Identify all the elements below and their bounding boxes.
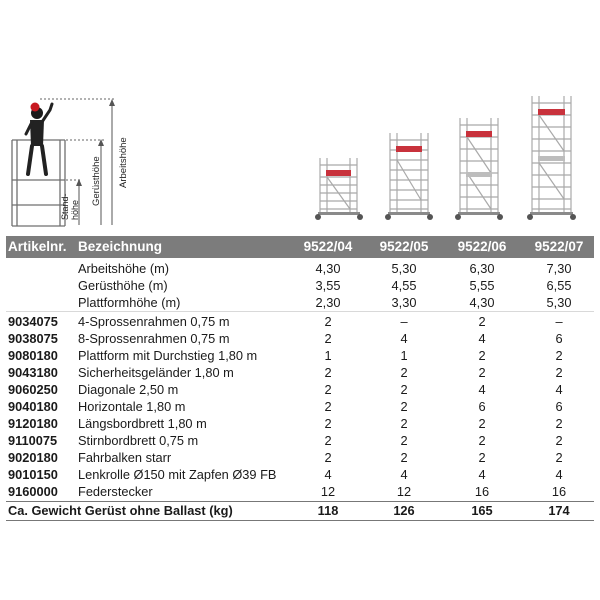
article-number: 9120180 xyxy=(8,416,58,431)
value-cell: 5,30 xyxy=(391,261,417,276)
article-number: 9038075 xyxy=(8,331,58,346)
article-number: 9043180 xyxy=(8,365,58,380)
article-number: 9010150 xyxy=(8,467,58,482)
value-cell: 2 xyxy=(324,433,332,448)
description: Arbeitshöhe (m) xyxy=(78,261,170,276)
article-number: 9060250 xyxy=(8,382,58,397)
label-arbeitshoehe: Arbeitshöhe xyxy=(118,137,129,188)
header-model: 9522/06 xyxy=(457,239,507,254)
value-cell: 2 xyxy=(324,382,332,397)
description: Diagonale 2,50 m xyxy=(78,382,179,397)
description: Federstecker xyxy=(78,484,153,499)
value-cell: 2 xyxy=(324,450,332,465)
description: Plattform mit Durchstieg 1,80 m xyxy=(78,348,258,363)
value-cell: 16 xyxy=(551,484,567,499)
value-cell: 4 xyxy=(478,467,486,482)
value-cell: 4,30 xyxy=(315,261,341,276)
value-cell: 2 xyxy=(478,450,486,465)
value-cell: 1 xyxy=(324,348,332,363)
weight-value: 174 xyxy=(548,503,570,518)
description: 4-Sprossenrahmen 0,75 m xyxy=(78,314,230,329)
value-cell: 2 xyxy=(324,331,332,346)
value-cell: – xyxy=(400,314,408,329)
height-diagram xyxy=(12,99,129,226)
worker-figure xyxy=(26,103,52,175)
value-cell: 4,30 xyxy=(469,295,495,310)
description: Lenkrolle Ø150 mit Zapfen Ø39 FB xyxy=(78,467,277,482)
table-row xyxy=(6,260,594,277)
value-cell: 2 xyxy=(324,365,332,380)
table-row xyxy=(6,398,594,415)
scaffold-tower-9522-07 xyxy=(527,96,576,220)
header-bezeichnung: Bezeichnung xyxy=(78,239,163,254)
value-cell: 2 xyxy=(555,433,563,448)
table-row xyxy=(6,277,594,294)
article-number: 9110075 xyxy=(8,433,58,448)
value-cell: 4,55 xyxy=(391,278,417,293)
value-cell: 4 xyxy=(478,331,486,346)
table-row xyxy=(6,347,594,364)
article-number: 9080180 xyxy=(8,348,58,363)
table-row xyxy=(6,294,594,312)
value-cell: 6 xyxy=(555,331,563,346)
value-cell: 1 xyxy=(400,348,408,363)
value-cell: 2 xyxy=(555,348,563,363)
weight-description: Ca. Gewicht Gerüst ohne Ballast (kg) xyxy=(8,503,233,518)
table-row xyxy=(6,466,594,483)
description: Horizontale 1,80 m xyxy=(78,399,186,414)
value-cell: 12 xyxy=(396,484,412,499)
description: Längsbordbrett 1,80 m xyxy=(78,416,207,431)
description: Fahrbalken starr xyxy=(78,450,172,465)
value-cell: 2 xyxy=(400,433,408,448)
label-hoehe: höhe xyxy=(70,199,80,220)
value-cell: 2 xyxy=(400,450,408,465)
header-model: 9522/07 xyxy=(534,239,584,254)
weight-value: 118 xyxy=(317,503,339,518)
value-cell: 4 xyxy=(555,467,563,482)
value-cell: 3,55 xyxy=(315,278,341,293)
scaffold-tower-9522-05 xyxy=(385,133,433,220)
table-row xyxy=(6,415,594,432)
value-cell: 2 xyxy=(478,314,486,329)
header-artikelnr: Artikelnr. xyxy=(8,239,67,254)
value-cell: 4 xyxy=(324,467,332,482)
value-cell: 2 xyxy=(478,365,486,380)
table-row xyxy=(6,381,594,398)
label-stand: Stand- xyxy=(60,193,70,220)
value-cell: 6 xyxy=(555,399,563,414)
value-cell: 2 xyxy=(555,416,563,431)
weight-value: 126 xyxy=(393,503,415,518)
weight-value: 165 xyxy=(471,503,493,518)
value-cell: 2 xyxy=(324,399,332,414)
label-geruesthoehe: Gerüsthöhe xyxy=(91,156,102,206)
scaffold-tower-9522-06 xyxy=(455,118,503,220)
table-row xyxy=(6,432,594,449)
value-cell: 2 xyxy=(555,450,563,465)
description: Gerüsthöhe (m) xyxy=(78,278,168,293)
value-cell: 2 xyxy=(400,365,408,380)
weight-row xyxy=(6,501,594,521)
value-cell: 2 xyxy=(478,416,486,431)
value-cell: 2 xyxy=(555,365,563,380)
article-number: 9040180 xyxy=(8,399,58,414)
table-header xyxy=(6,236,594,258)
value-cell: 6 xyxy=(478,399,486,414)
value-cell: 2 xyxy=(324,416,332,431)
value-cell: 5,55 xyxy=(469,278,495,293)
value-cell: 2 xyxy=(400,416,408,431)
article-number: 9160000 xyxy=(8,484,58,499)
table-row xyxy=(6,330,594,347)
value-cell: 2 xyxy=(478,433,486,448)
value-cell: 4 xyxy=(478,382,486,397)
description: Stirnbordbrett 0,75 m xyxy=(78,433,199,448)
value-cell: 5,30 xyxy=(546,295,572,310)
description: Sicherheitsgeländer 1,80 m xyxy=(78,365,234,380)
value-cell: 7,30 xyxy=(546,261,572,276)
value-cell: 6,55 xyxy=(546,278,572,293)
table-row xyxy=(6,313,594,330)
scaffold-illustration xyxy=(0,0,600,236)
header-model: 9522/05 xyxy=(379,239,429,254)
scaffold-tower-9522-04 xyxy=(315,158,363,220)
value-cell: 16 xyxy=(474,484,490,499)
value-cell: 4 xyxy=(400,467,408,482)
header-model: 9522/04 xyxy=(303,239,353,254)
value-cell: 4 xyxy=(400,331,408,346)
value-cell: 6,30 xyxy=(469,261,495,276)
value-cell: – xyxy=(555,314,563,329)
value-cell: 12 xyxy=(320,484,336,499)
value-cell: 3,30 xyxy=(391,295,417,310)
article-number: 9034075 xyxy=(8,314,58,329)
table-row xyxy=(6,364,594,381)
value-cell: 2 xyxy=(324,314,332,329)
article-number: 9020180 xyxy=(8,450,58,465)
description: 8-Sprossenrahmen 0,75 m xyxy=(78,331,230,346)
value-cell: 2 xyxy=(478,348,486,363)
value-cell: 2 xyxy=(400,399,408,414)
table-row xyxy=(6,449,594,466)
description: Plattformhöhe (m) xyxy=(78,295,181,310)
value-cell: 4 xyxy=(555,382,563,397)
value-cell: 2 xyxy=(400,382,408,397)
value-cell: 2,30 xyxy=(315,295,341,310)
table-row xyxy=(6,483,594,500)
